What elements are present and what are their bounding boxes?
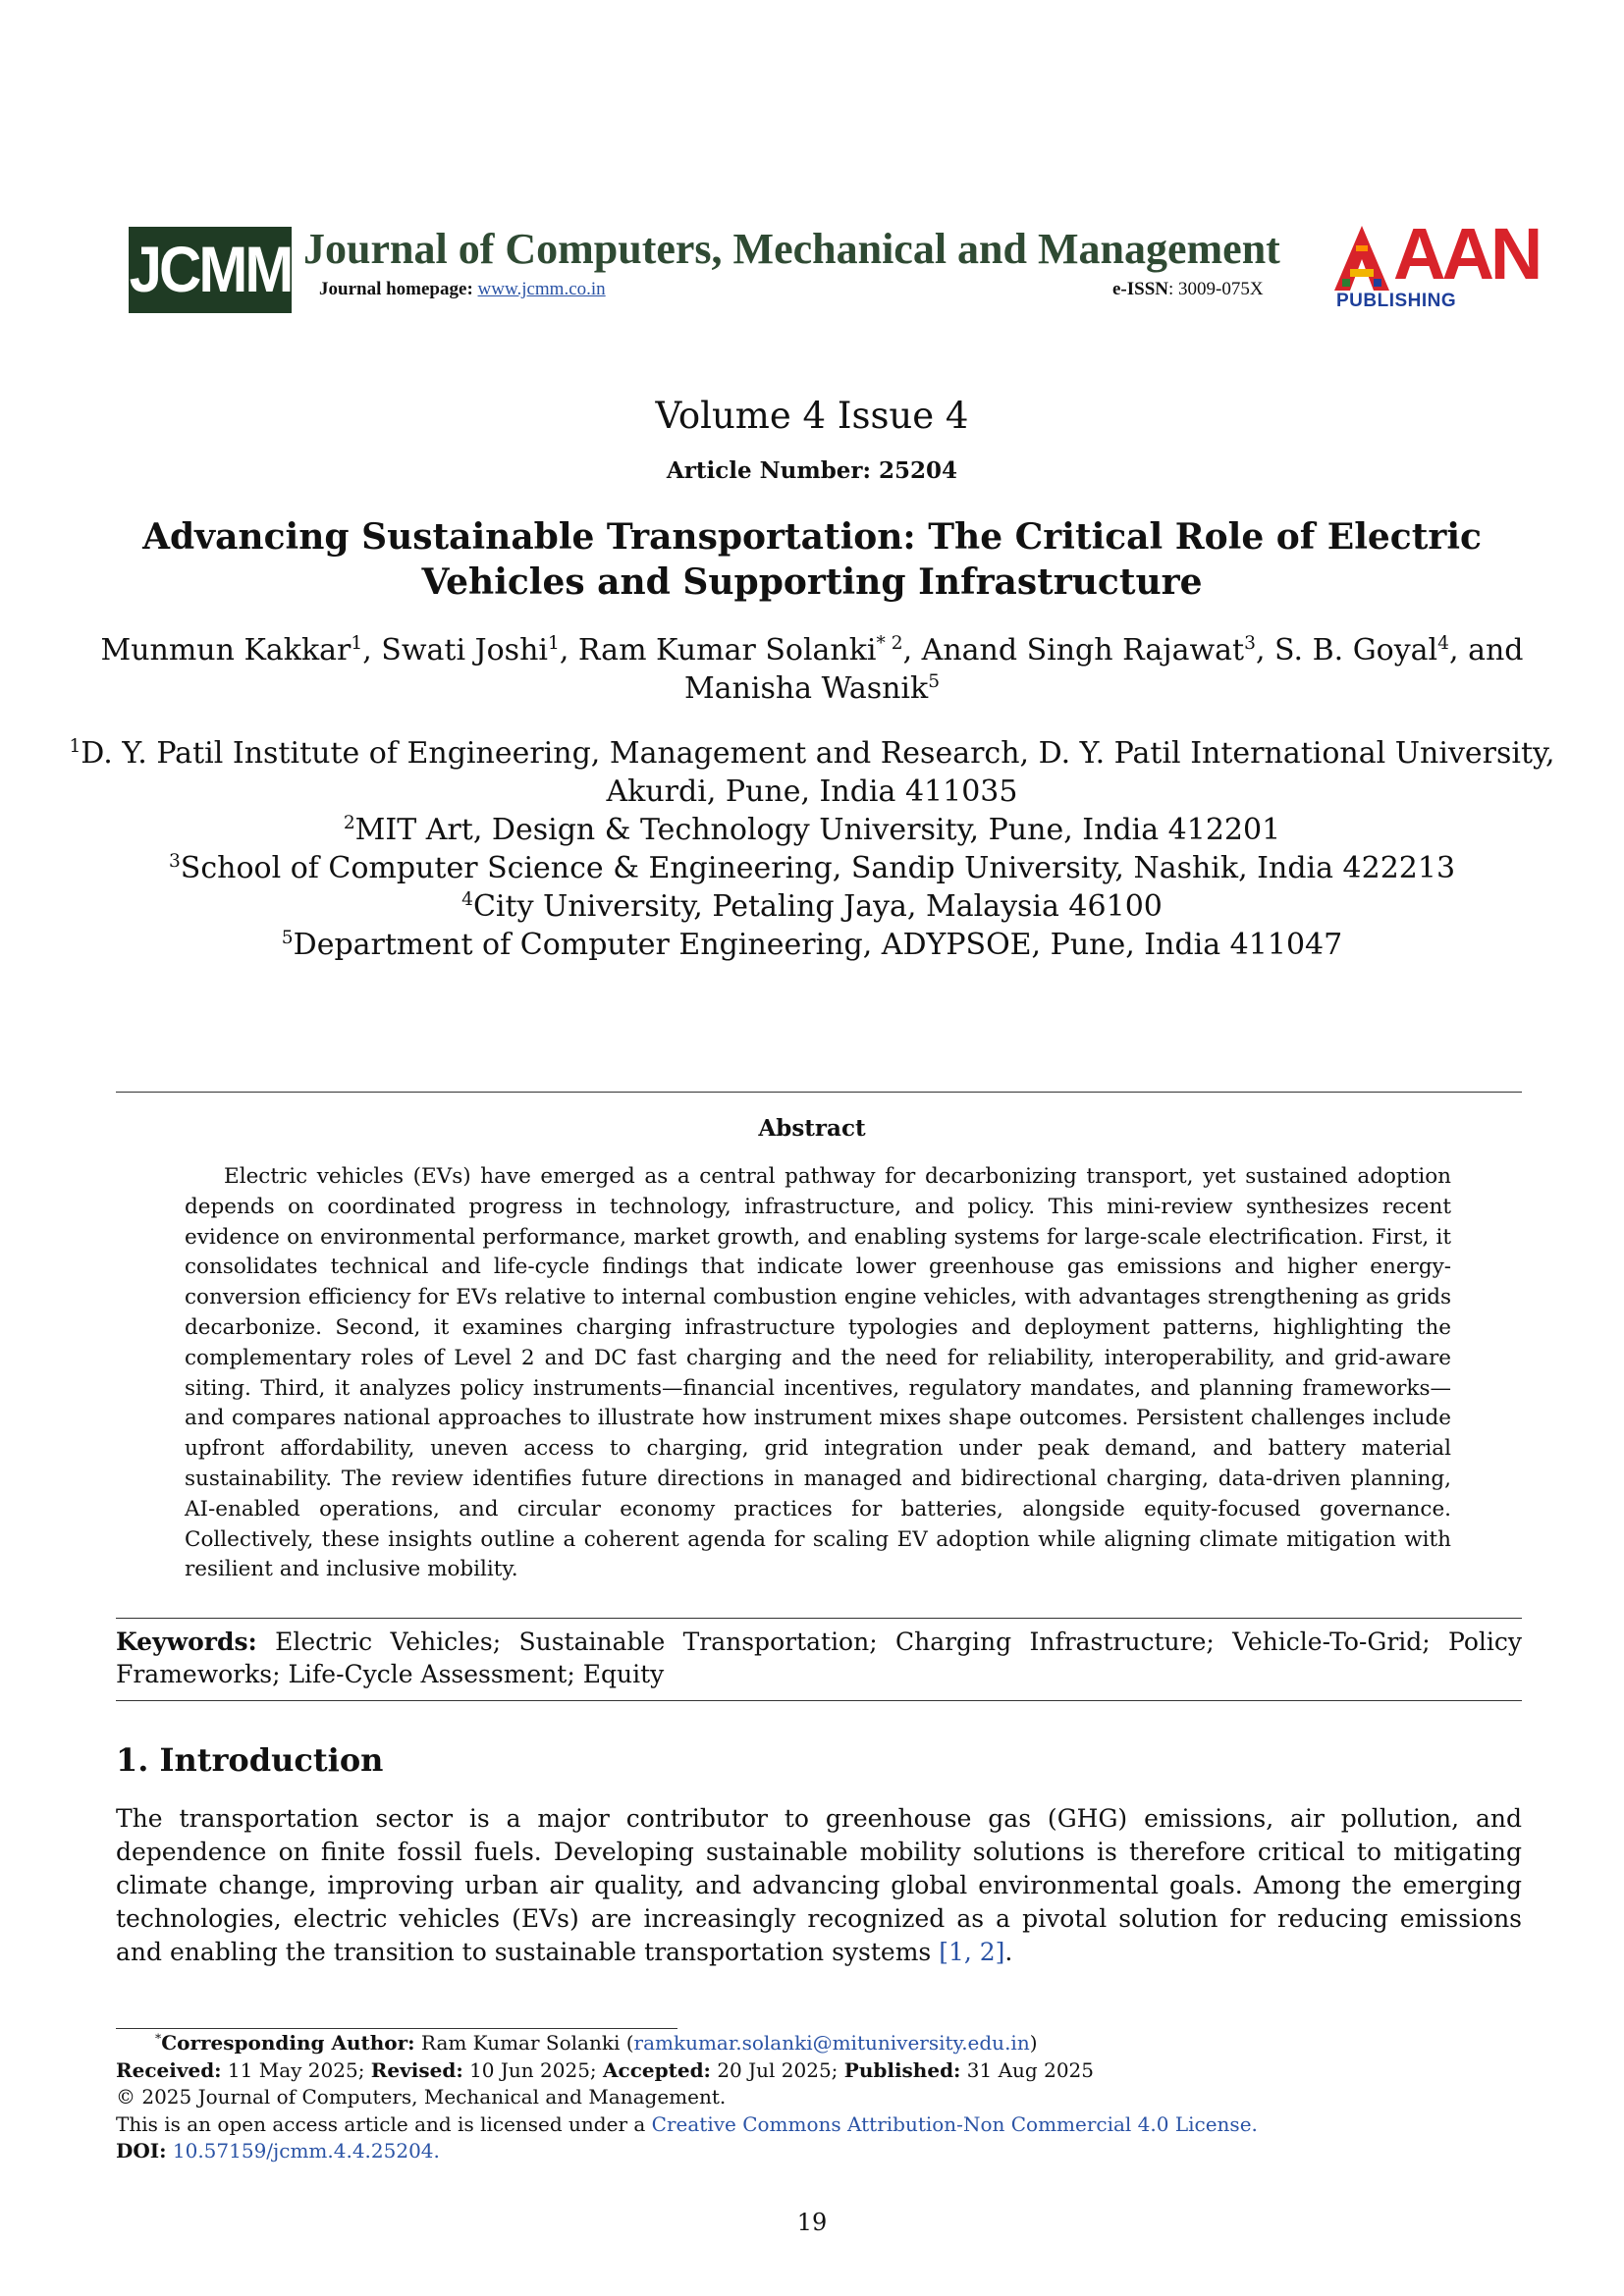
jcmm-logo: JCMM: [129, 227, 292, 313]
keywords-label: Keywords:: [116, 1628, 257, 1656]
author-name: Anand Singh Rajawat: [921, 633, 1245, 667]
affiliation-list: [0, 734, 1624, 964]
publisher-logo-subtext: PUBLISHING: [1336, 291, 1457, 311]
page-number: 19: [796, 2209, 828, 2236]
accepted-date: 20 Jul 2025: [717, 2057, 832, 2082]
issn-label: e-ISSN: [1112, 279, 1169, 299]
publisher-logo-text: AAN: [1393, 213, 1540, 294]
author-name: Munmun Kakkar: [100, 633, 352, 667]
affiliation-text: School of Computer Science & Engineering, Sandip University, Nashik, India 422213: [180, 851, 1456, 885]
corresponding-email-link[interactable]: ramkumar.solanki@mituniversity.edu.in: [633, 2031, 1030, 2055]
author-name: Manisha Wasnik: [683, 671, 929, 706]
article-number-label: Article Number:: [666, 457, 872, 484]
accepted-label: Accepted:: [603, 2057, 711, 2082]
issn: e-ISSN: 3009-075X: [1112, 279, 1264, 299]
section-heading-introduction: 1. Introduction: [116, 1741, 384, 1779]
keywords-bottom-rule: [116, 1700, 1522, 1701]
affiliation-text: City University, Petaling Jaya, Malaysia 46100: [472, 889, 1163, 924]
author-affiliation-mark: 1: [547, 633, 560, 654]
doi-link[interactable]: 10.57159/jcmm.4.4.25204.: [172, 2139, 440, 2163]
footnote-rule: [116, 2028, 677, 2029]
homepage-link[interactable]: www.jcmm.co.in: [477, 279, 606, 299]
abstract-top-rule: [116, 1092, 1522, 1093]
published-label: Published:: [843, 2057, 961, 2082]
volume-issue: Volume 4 Issue 4: [655, 395, 969, 437]
keywords: [116, 1626, 1522, 1690]
introduction-text: The transportation sector is a major contributor to greenhouse gas (GHG) emissions, air pollution, and dependence on finite fossil fuels. Developing sustainable mobility solutions is therefore critical to mitigating climate change, improving urban air quality, and advancing global environmental goals. Among the emerging technologies, electric vehicles (EVs) are increasingly recognized as a pivotal solution for reducing emissions and enabling the transition to sustainable transportation systems: [116, 1804, 1522, 1966]
affiliation-text: MIT Art, Design & Technology University, Pune, India 412201: [354, 813, 1281, 847]
abstract-body: Electric vehicles (EVs) have emerged as a central pathway for decarbonizing transport, yet sustained adoption depends on coordinated progress in technology, infrastructure, and policy. This mini-review synthesizes recent evidence on environmental performance, market growth, and enabling systems for large-scale electrification. First, it consolidates technical and life-cycle findings that indicate lower greenhouse gas emissions and higher energy-conversion efficiency for EVs relative to internal combustion engine vehicles, with advantages strengthening as grids decarbonize. Second, it examines charging infrastructure typologies and deployment patterns, highlighting the complementary roles of Level 2 and DC fast charging and the need for reliability, interoperability, and grid-aware siting. Third, it analyzes policy instruments—financial incentives, regulatory mandates, and planning frameworks—and compares national approaches to illustrate how instrument mixes shape outcomes. Persistent challenges include upfront affordability, uneven access to charging, grid integration under peak demand, and battery material sustainability. The review identifies future directions in managed and bidirectional charging, data-driven planning, AI-enabled operations, and circular economy practices for batteries, alongside equity-focused governance. Collectively, these insights outline a coherent agenda for scaling EV adoption while aligning climate mitigation with resilient and inclusive mobility.: [185, 1164, 1451, 1582]
affiliation-mark: 2: [343, 813, 355, 833]
author-affiliation-mark: * 2: [876, 633, 903, 654]
issn-value: 3009-075X: [1178, 279, 1264, 299]
license-prefix: This is an open access article and is licensed under a: [116, 2111, 646, 2136]
article-number-value: 25204: [879, 457, 958, 484]
publisher-flags-icon: [1332, 224, 1391, 293]
keywords-top-rule: [116, 1618, 1522, 1619]
paper-title-line: Advancing Sustainable Transportation: The Critical Role of Electric: [142, 516, 1482, 558]
affiliation-mark: 5: [281, 928, 294, 948]
homepage-label: Journal homepage: [319, 279, 467, 299]
author-affiliation-mark: 1: [351, 633, 363, 654]
paper-title-line: Vehicles and Supporting Infrastructure: [421, 561, 1203, 603]
author-name: Swati Joshi: [381, 633, 548, 667]
abstract-heading: Abstract: [758, 1115, 866, 1142]
corresponding-label: Corresponding Author:: [161, 2031, 415, 2055]
author-name: S. B. Goyal: [1274, 633, 1438, 667]
received-date: 11 May 2025: [227, 2057, 358, 2082]
author-affiliation-mark: 3: [1244, 633, 1256, 654]
received-label: Received:: [116, 2057, 222, 2082]
publisher-logo: [1332, 213, 1540, 312]
doi-label: DOI:: [116, 2139, 167, 2163]
author-list: Munmun Kakkar$^1$, Swati Joshi$^1$, Ram Kumar Solanki$^{* 2}$, Anand Singh Rajawat$^3$, S. B. Goyal$^4$, and Manisha Wasnik$^5$: [100, 633, 1524, 706]
journal-title: Journal of Computers, Mechanical and Management: [303, 225, 1280, 273]
affiliation-text: D. Y. Patil Institute of Engineering, Management and Research, D. Y. Patil International University,: [81, 736, 1555, 771]
revised-date: 10 Jun 2025: [469, 2057, 590, 2082]
affiliation-mark: 3: [168, 851, 181, 872]
article-number: [0, 457, 1624, 484]
published-date: 31 Aug 2025: [966, 2057, 1094, 2082]
affiliation-mark: 1: [69, 736, 81, 757]
author-affiliation-mark: 4: [1437, 633, 1449, 654]
authors-conjunction: and: [1468, 633, 1524, 667]
journal-homepage: Journal homepage: www.jcmm.co.in: [319, 279, 606, 299]
keywords-list: Electric Vehicles; Sustainable Transportation; Charging Infrastructure; Vehicle-To-Grid; Policy Frameworks; Life-Cycle Assessment; Equity: [116, 1628, 1522, 1688]
copyright-notice: © 2025 Journal of Computers, Mechanical and Management.: [116, 2085, 727, 2109]
author-name: Ram Kumar Solanki: [577, 633, 877, 667]
license-link[interactable]: Creative Commons Attribution-Non Commercial 4.0 License.: [651, 2111, 1258, 2136]
author-affiliation-mark: 5: [928, 671, 941, 692]
paper-title: [0, 514, 1624, 605]
citation-link[interactable]: [1, 2]: [939, 1938, 1005, 1966]
footnote: *Corresponding Author: Ram Kumar Solanki (ramkumar.solanki@mituniversity.edu.in) Received: 11 May 2025; Revised: 10 Jun 2025; Accepted: 20 Jul 2025; Published: 31 Aug 2025 © 2025 Journal of Computers, Mechanical and Management. This is an open access article and is licensed under a Creative Commons Attribution-Non Commercial 4.0 License. DOI: 10.57159/jcmm.4.4.25204.: [116, 2030, 1522, 2165]
revised-label: Revised:: [370, 2057, 463, 2082]
corresponding-name: Ram Kumar Solanki: [420, 2031, 621, 2055]
introduction-paragraph: The transportation sector is a major contributor to greenhouse gas (GHG) emissions, air pollution, and dependence on finite fossil fuels. Developing sustainable mobility solutions is therefore critical to mitigating climate change, improving urban air quality, and advancing global environmental goals. Among the emerging technologies, electric vehicles (EVs) are increasingly recognized as a pivotal solution for reducing emissions and enabling the transition to sustainable transportation systems [1, 2].: [116, 1804, 1522, 1966]
affiliation-text: Akurdi, Pune, India 411035: [606, 774, 1018, 809]
affiliation-text: Department of Computer Engineering, ADYPSOE, Pune, India 411047: [293, 928, 1343, 962]
affiliation-mark: 4: [461, 889, 473, 910]
